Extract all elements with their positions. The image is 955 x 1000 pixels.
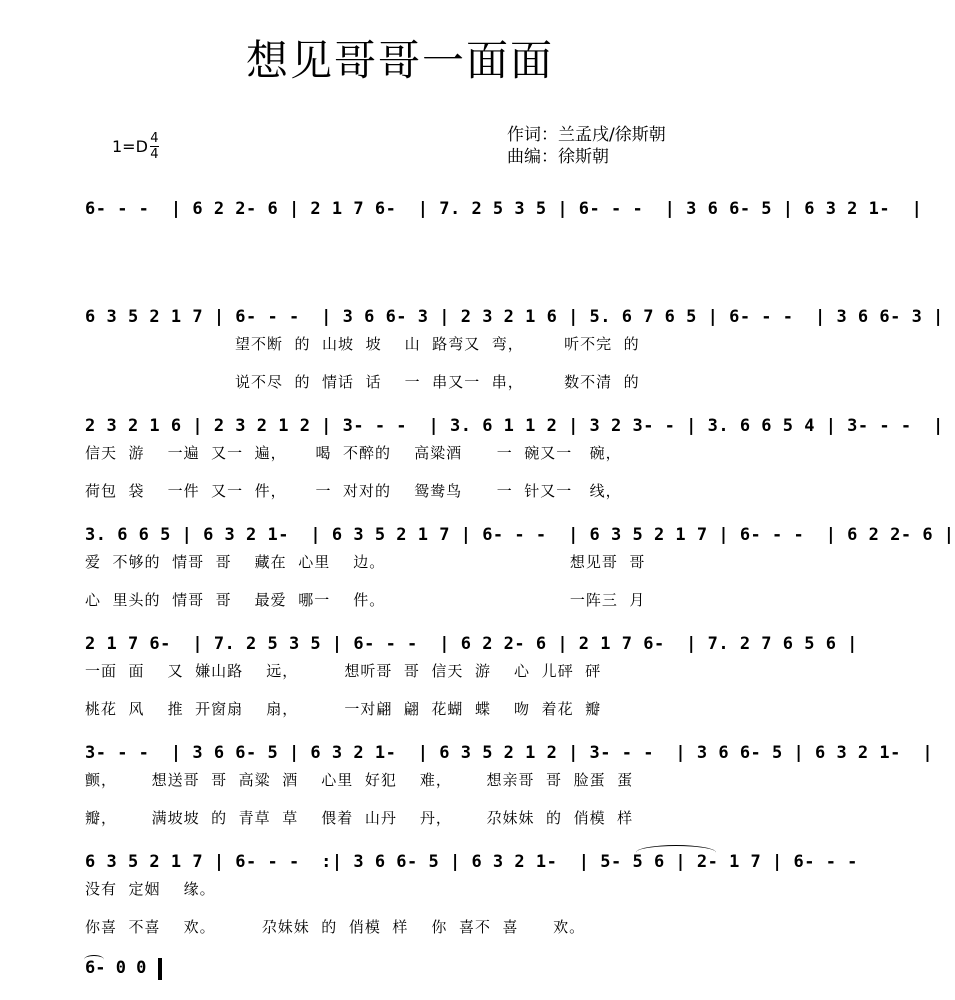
lyric-verse-2: 心 里头的 情哥 哥 最爱 哪一 件。 一阵三 月 xyxy=(85,591,646,609)
staff-notes: 2 1 7 6- | 7. 2 5 3 5 | 6- - - | 6 2 2- 6 | 2 1 7 6- | 7. 2 7 6 5 6 | xyxy=(85,634,858,654)
staff-1 xyxy=(85,197,923,221)
staff-notes: 6- - - | 6 2 2- 6 | 2 1 7 6- | 7. 2 5 3 5 | 6- - - | 3 6 6- 5 | 6 3 2 1- | xyxy=(85,199,923,219)
key-signature xyxy=(112,132,159,161)
lyric-verse-1: 望不断 的 山坡 坡 山 路弯又 弯， 听不完 的 xyxy=(85,335,640,353)
staff-5 xyxy=(85,632,858,656)
lyric-verse-1: 颤， 想送哥 哥 高粱 酒 心里 好犯 难， 想亲哥 哥 脸蛋 蛋 xyxy=(85,771,634,789)
song-title: 想见哥哥一面面 xyxy=(245,36,554,85)
lyric-verse-1: 一面 面 又 嫌山路 远， 想听哥 哥 信天 游 心 儿砰 砰 xyxy=(85,662,602,680)
staff-notes: 6 3 5 2 1 7 | 6- - - | 3 6 6- 3 | 2 3 2 1 6 | 5. 6 7 6 5 | 6- - - | 3 6 6- 3 | xyxy=(85,307,944,327)
arranger-credit: 曲编：徐斯朝 xyxy=(507,147,609,167)
lyric-verse-2: 说不尽 的 情话 话 一 串又一 串， 数不清 的 xyxy=(85,373,640,391)
final-measure: 6- 0 0 xyxy=(85,958,147,978)
time-signature-bottom: 4 xyxy=(150,147,159,162)
lyric-verse-1: 信天 游 一遍 又一 遍， 喝 不醉的 高粱酒 一 碗又一 碗， xyxy=(85,444,622,462)
staff-4 xyxy=(85,523,955,547)
staff-notes: 2 3 2 1 6 | 2 3 2 1 2 | 3- - - | 3. 6 1 1 2 | 3 2 3- - | 3. 6 6 5 4 | 3- - - | xyxy=(85,416,944,436)
lyric-verse-1: 爱 不够的 情哥 哥 藏在 心里 边。 想见哥 哥 xyxy=(85,553,646,571)
staff-2 xyxy=(85,305,944,329)
staff-notes: 3. 6 6 5 | 6 3 2 1- | 6 3 5 2 1 7 | 6- - - | 6 3 5 2 1 7 | 6- - - | 6 2 2- 6 | xyxy=(85,525,955,545)
tie-mark xyxy=(636,845,716,860)
lyric-verse-1: 没有 定姻 缘。 xyxy=(85,880,216,898)
staff-6 xyxy=(85,741,934,765)
staff-notes: 6 3 5 2 1 7 | 6- - - :| 3 6 6- 5 | 6 3 2 1- | 5- 5 6 | 2- 1 7 | 6- - - xyxy=(85,852,869,872)
staff-7 xyxy=(85,850,869,874)
lyric-verse-2: 荷包 袋 一件 又一 件， 一 对对的 鸳鸯鸟 一 针又一 线， xyxy=(85,482,622,500)
credits xyxy=(507,124,666,168)
lyric-verse-2: 桃花 风 推 开窗扇 扇， 一对翩 翩 花蝴 蝶 吻 着花 瓣 xyxy=(85,700,602,718)
staff-3 xyxy=(85,414,944,438)
key-label: 1=D xyxy=(112,137,148,156)
staff-notes: 3- - - | 3 6 6- 5 | 6 3 2 1- | 6 3 5 2 1 2 | 3- - - | 3 6 6- 5 | 6 3 2 1- | xyxy=(85,743,934,763)
lyric-verse-2: 瓣， 满坡坡 的 青草 草 偎着 山丹 丹， 尕妹妹 的 俏模 样 xyxy=(85,809,634,827)
final-barline xyxy=(158,958,162,980)
lyric-verse-2: 你喜 不喜 欢。 尕妹妹 的 俏模 样 你 喜不 喜 欢。 xyxy=(85,918,586,936)
lyricist-credit: 作词：兰孟戌/徐斯朝 xyxy=(507,125,666,145)
time-signature-top: 4 xyxy=(150,131,159,146)
time-signature xyxy=(150,132,159,161)
